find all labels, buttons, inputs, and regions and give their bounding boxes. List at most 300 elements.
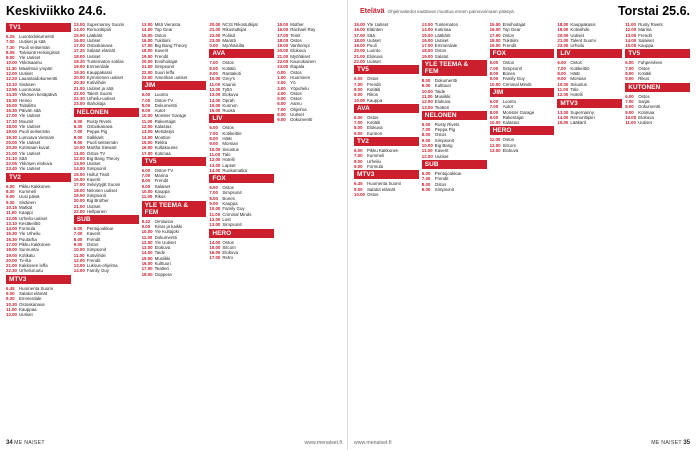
program-time: 16.00 <box>489 27 501 33</box>
program-title: Tuntematon sotilas <box>86 59 124 65</box>
program-time: 10.00 <box>73 247 85 253</box>
program-title: Ostos <box>290 96 302 102</box>
program-title: Formula <box>19 226 36 232</box>
program-time: 18.00 <box>73 53 85 59</box>
program-time: 23.00 <box>73 101 85 107</box>
program-time: 18.00 <box>141 48 153 54</box>
program-time: 20.30 <box>6 145 17 151</box>
program-title: Ostos <box>290 69 302 75</box>
program-time: 9.00 <box>141 108 151 114</box>
program-title: Sää <box>19 155 27 161</box>
program-title: Kotiviihde <box>570 27 590 33</box>
channel-header: TV5 <box>625 49 690 58</box>
editor-label: Etelävä <box>360 7 385 15</box>
program-title: Ruokamatka <box>222 167 248 173</box>
program-time: 11.00 <box>73 252 85 258</box>
program-time: 7.30 <box>6 44 15 50</box>
program-title: Ykkösaamu <box>19 60 42 66</box>
program-title: Uutiset <box>86 203 101 209</box>
program-time: 17.00 <box>209 255 221 261</box>
program-time: 12.00 <box>421 153 433 159</box>
program-time: 5.00 <box>277 96 286 102</box>
program-title: Ostos <box>222 60 234 66</box>
program-title: Iltapala <box>290 64 305 70</box>
program-time: 19.00 <box>73 192 85 198</box>
program-title: Hotelli <box>222 157 235 163</box>
program-title: Lääkärit <box>434 32 451 38</box>
program-title: Tuntematon <box>434 22 459 27</box>
program-time: 22.05 <box>6 161 17 167</box>
program-title: Uutiset <box>290 112 304 118</box>
program-time: 20.00 <box>6 139 17 145</box>
program-title: Kauppakassi <box>86 69 112 75</box>
program-time: 16.00 <box>141 37 153 43</box>
program-time: 17.00 <box>421 43 433 49</box>
program-title: Eläinten <box>367 27 383 33</box>
program-time: 12.00 <box>209 216 221 222</box>
program-entry <box>142 272 207 277</box>
listing-column <box>209 22 274 436</box>
program-time: 12.00 <box>6 71 17 77</box>
program-title: Taitoliitto <box>19 102 37 108</box>
program-time: 8.05 <box>6 49 15 55</box>
program-time: 6.00 <box>277 101 286 107</box>
program-title: Top Gear <box>154 27 173 33</box>
listing-column <box>6 22 71 436</box>
right-footer <box>354 439 690 447</box>
program-time: 6.00 <box>141 167 151 173</box>
program-title: Aamu <box>290 101 302 107</box>
program-list <box>354 115 419 136</box>
program-time: 10.00 <box>141 229 153 235</box>
program-time: 14.00 <box>209 167 221 173</box>
program-list <box>422 171 487 192</box>
program-title: Mitä Vierasta <box>154 22 181 27</box>
channel-header: JIM <box>490 88 555 97</box>
program-time: 9.00 <box>421 186 431 192</box>
program-title: Kultakuume <box>154 145 178 151</box>
program-list <box>74 22 139 107</box>
program-time: 17.00 <box>73 182 85 188</box>
program-title: Moottori <box>154 134 171 140</box>
program-title: Luonnossa <box>19 86 41 92</box>
program-time: 9.30 <box>6 199 15 205</box>
program-title: Oprah <box>222 97 235 103</box>
program-entry <box>209 222 274 227</box>
program-title: Ostos <box>502 32 515 38</box>
program-list <box>277 59 342 123</box>
right-listing-columns <box>354 22 690 436</box>
program-entry <box>490 82 555 87</box>
program-title: Ruoka <box>222 108 236 114</box>
program-title: Rusty Rivets <box>86 118 112 124</box>
left-listing-columns <box>6 22 342 436</box>
program-title: Lapset <box>222 162 236 168</box>
program-time: 15.00 <box>209 102 221 108</box>
program-title: Big Bang <box>434 143 453 149</box>
program-title: Criminal Minds <box>502 81 532 87</box>
program-list <box>490 137 555 153</box>
program-time: 9.00 <box>6 194 15 200</box>
program-time: 13.00 <box>141 245 153 251</box>
program-time: 7.00 <box>277 106 286 112</box>
channel-header: LIV <box>557 49 622 58</box>
program-title: Kaappi <box>19 210 33 216</box>
program-list <box>142 219 207 277</box>
program-entry <box>354 192 419 197</box>
program-title: Talviuinti Helsingissä <box>19 49 60 55</box>
program-title: Lääkärit <box>570 120 587 126</box>
program-entry <box>422 105 487 110</box>
program-title: Family Guy <box>222 206 245 212</box>
program-list <box>354 76 419 102</box>
program-title: Puoli seitsemän <box>19 129 50 135</box>
program-title: Musiikki <box>154 255 171 261</box>
program-time: 10.00 <box>354 191 365 197</box>
program-time: 13.00 <box>73 161 85 167</box>
program-title: Ensihoitajat <box>502 22 526 27</box>
program-time: 21.00 <box>141 64 153 70</box>
program-title: Bones <box>502 71 516 77</box>
program-list <box>142 92 207 156</box>
program-title: Ostos <box>638 93 650 99</box>
program-time: 6.00 <box>489 98 499 104</box>
program-title: Yle Uutiset <box>19 124 41 130</box>
program-title: Ostos <box>290 37 302 43</box>
program-title: Hullut Tissit <box>86 171 110 177</box>
program-time: 18.00 <box>354 37 365 43</box>
program-list <box>557 22 622 48</box>
program-title: Kotimaa <box>638 109 655 115</box>
program-title: Omituisia <box>154 218 173 224</box>
program-time: 11.00 <box>73 150 85 156</box>
left-page-header <box>6 3 342 19</box>
program-time: 17.00 <box>489 32 501 38</box>
program-time: 15.00 <box>354 22 365 27</box>
program-title: Maratti <box>222 37 236 43</box>
program-title: Peppa Pig <box>86 129 108 135</box>
program-title: Frendit <box>154 53 169 59</box>
program-list <box>277 22 342 59</box>
program-title: Dokumentti <box>638 104 661 110</box>
program-time: 8.00 <box>557 71 566 77</box>
program-title: Myöhäisilta <box>222 43 245 49</box>
program-title: Ostos <box>502 137 515 143</box>
program-title: Kotiäiti <box>367 86 381 92</box>
program-title: Huominen <box>290 74 311 80</box>
channel-header: NELONEN <box>422 111 487 120</box>
program-title: Dokumentti <box>154 102 177 108</box>
program-title: Sunnuntai <box>19 247 39 253</box>
left-url: www.menaiset.fi <box>304 440 342 446</box>
program-title: Emmerdale <box>86 64 110 70</box>
program-time: 10.00 <box>141 113 153 119</box>
channel-header: SUB <box>422 160 487 169</box>
program-time: 19.00 <box>6 252 17 258</box>
program-title: Sisäinen <box>19 199 36 205</box>
program-title: Yöpuhelu <box>290 85 309 91</box>
program-title: Pentujoukkue <box>434 170 462 176</box>
program-title: Ostos <box>502 60 515 66</box>
program-time: 6.00 <box>209 185 218 191</box>
program-time: 9.00 <box>354 92 363 98</box>
program-title: Rakentajat <box>154 118 176 124</box>
program-title: Uutiset <box>570 32 585 38</box>
program-time: 22.00 <box>209 32 221 38</box>
program-title: Ostos <box>290 90 302 96</box>
program-title: Elokuva <box>154 245 171 251</box>
channel-header: HERO <box>490 126 555 135</box>
program-title: Uutiset <box>434 153 449 159</box>
program-time: 9.00 <box>489 76 499 82</box>
channel-header: TV2 <box>6 173 71 182</box>
program-time: 15.00 <box>73 171 85 177</box>
program-title: Big Bang Theory <box>154 43 188 49</box>
program-title: Ykkösen elokuva <box>19 161 53 167</box>
program-time: 6.00 <box>6 183 15 189</box>
program-time: 6.00 <box>354 76 363 82</box>
program-title: Rusty Rivets <box>638 22 663 27</box>
program-title: Ostos <box>367 76 379 82</box>
program-time: 9.00 <box>277 117 286 123</box>
program-time: 9.00 <box>141 223 151 229</box>
channel-header: JIM <box>142 81 207 90</box>
program-title: NCIS Rikostutkijat <box>222 22 258 27</box>
program-time: 20.00 <box>73 74 85 80</box>
program-time: 9.30 <box>6 296 15 302</box>
program-time: 7.00 <box>625 98 634 104</box>
program-title: Rachael Ray <box>290 27 316 33</box>
program-time: 10.30 <box>6 301 17 307</box>
program-time: 13.55 <box>6 86 17 92</box>
program-time: 11.00 <box>209 151 221 157</box>
program-title: Kotiviihde <box>86 80 106 86</box>
program-title: Elokuva <box>638 114 654 120</box>
program-title: Kotimaa <box>154 150 171 156</box>
left-day-title: Keskiviikko 24.6. <box>6 4 107 18</box>
program-time: 9.00 <box>489 114 499 120</box>
program-time: 21.00 <box>6 150 17 156</box>
channel-header: FOX <box>209 174 274 183</box>
program-title: Ostos <box>367 191 379 197</box>
program-time: 14.00 <box>73 27 85 33</box>
program-time: 20.00 <box>6 257 17 263</box>
program-time: 7.00 <box>354 153 363 159</box>
program-time: 21.00 <box>209 27 221 33</box>
program-time: 13.10 <box>6 220 17 226</box>
program-time: 13.00 <box>73 263 85 269</box>
program-time: 17.20 <box>73 48 85 54</box>
program-title: Teatteri <box>434 104 450 110</box>
channel-header: HERO <box>209 229 274 238</box>
program-time: 21.00 <box>354 53 365 59</box>
program-time: 8.00 <box>625 104 634 110</box>
program-time: 18.00 <box>73 187 85 193</box>
program-title: Kulttuuri <box>434 83 451 89</box>
program-time: 21.00 <box>73 85 85 91</box>
program-time: 17.00 <box>354 32 365 38</box>
program-time: 8.00 <box>421 181 431 187</box>
program-time: 13.00 <box>557 109 569 115</box>
program-time: 14.00 <box>209 239 221 245</box>
program-time: 22.00 <box>141 69 153 75</box>
program-time: 19.30 <box>73 69 85 75</box>
disclaimer-text: Ohjelmatiedot saattavat muuttua ennen painovoimaan pääsyä. <box>387 8 515 14</box>
program-title: Ostos-TV <box>86 150 106 156</box>
listing-column <box>277 22 342 436</box>
program-title: Autot <box>154 108 165 114</box>
program-time: 8.00 <box>625 71 634 77</box>
program-time: 17.00 <box>141 266 153 272</box>
program-title: Kaverit <box>86 231 101 237</box>
program-time: 7.00 <box>489 65 499 71</box>
program-title: Salkkarit <box>86 134 104 140</box>
program-time: 17.00 <box>6 241 17 247</box>
program-time: 14.00 <box>73 268 85 274</box>
channel-header: NELONEN <box>74 108 139 117</box>
program-time: 11.00 <box>141 234 153 240</box>
program-entry <box>422 187 487 192</box>
program-time: 12.00 <box>489 142 501 148</box>
program-entry <box>422 154 487 159</box>
program-time: 12.00 <box>421 99 433 105</box>
program-list <box>422 122 487 159</box>
program-title: Kotiäiti <box>222 65 236 71</box>
program-list <box>209 240 274 261</box>
channel-header: MTV3 <box>6 275 71 284</box>
program-time: 13.00 <box>209 92 221 98</box>
program-title: Uutiset <box>367 37 381 43</box>
program-title: Supernanny Suomi <box>86 22 125 27</box>
program-time: 14.30 <box>6 92 17 98</box>
program-title: Frendit <box>367 81 381 87</box>
program-time: 6.00 <box>421 170 431 176</box>
program-list <box>422 22 487 59</box>
program-time: 15.00 <box>489 22 501 27</box>
program-time: 12.00 <box>141 124 153 130</box>
program-title: Teatteri <box>154 266 169 272</box>
program-time: 10.00 <box>354 97 365 103</box>
program-time: 13.10 <box>6 81 17 87</box>
program-time: 7.00 <box>73 129 83 135</box>
program-time: 15.00 <box>209 244 221 250</box>
program-entry <box>557 120 622 125</box>
program-time: 11.00 <box>209 211 221 217</box>
program-title: Kauppaa <box>19 306 37 312</box>
program-title: Rikostutkijat <box>222 27 247 33</box>
program-time: 11.00 <box>625 22 636 27</box>
program-title: Rantakoti <box>222 71 241 77</box>
program-time: 18.00 <box>141 271 153 277</box>
program-entry <box>625 120 690 125</box>
program-time: 6.45 <box>354 181 363 187</box>
program-title: Yle Uutiset <box>154 239 176 245</box>
program-time: 6.00 <box>625 93 634 99</box>
program-title: Pikku Kakkonen <box>19 241 51 247</box>
program-time: 16.00 <box>209 250 221 256</box>
program-time: 1.00 <box>277 74 286 80</box>
program-time: 6.25 <box>6 34 15 39</box>
program-time: 20.00 <box>354 48 365 54</box>
program-entry <box>209 168 274 173</box>
program-list <box>354 148 419 169</box>
program-title: Puoli seitsemän <box>19 44 50 50</box>
program-title: Simpsonit <box>502 65 522 71</box>
program-title: Talo <box>570 86 579 92</box>
program-time: 7.00 <box>557 65 566 71</box>
program-time: 6.00 <box>141 92 151 98</box>
program-title: Family Guy <box>86 268 109 274</box>
program-title: Ostos <box>570 60 582 66</box>
program-time: 10.00 <box>6 60 17 66</box>
program-title: Elokuva <box>367 125 383 131</box>
program-time: 7.00 <box>209 130 218 136</box>
program-title: Yle Uutiset <box>367 22 389 27</box>
program-title: Monster Garage <box>502 109 535 115</box>
program-title: Salatut elämät <box>86 48 115 54</box>
program-time: 19.00 <box>557 27 569 33</box>
program-title: Criminal Minds <box>222 211 252 217</box>
channel-header: TV5 <box>354 65 419 74</box>
program-title: Yle Kultajoki <box>154 229 179 235</box>
right-page <box>348 0 696 450</box>
program-time: 16.00 <box>209 108 221 114</box>
program-time: 8.00 <box>73 236 83 242</box>
program-title: Vanhempi <box>290 43 310 49</box>
program-title: Salatut <box>434 53 449 59</box>
program-title: Talent Suomi <box>570 37 596 43</box>
program-time: 10.00 <box>209 146 221 152</box>
program-time: 9.00 <box>209 141 218 147</box>
program-title: Salatut elämät <box>19 291 48 297</box>
program-time: 9.00 <box>209 201 218 207</box>
program-title: Poliisit <box>222 32 236 38</box>
program-entry <box>209 108 274 113</box>
program-title: Muumit <box>19 118 34 124</box>
program-time: 18.00 <box>489 37 501 43</box>
program-title: Simpsonit <box>434 137 455 143</box>
program-title: Urheilu-uutiset <box>86 96 116 102</box>
program-time: 18.00 <box>277 37 289 43</box>
program-title: Salatut elämät <box>367 186 396 192</box>
program-time: 10.00 <box>421 143 433 149</box>
program-time: 7.00 <box>209 60 218 66</box>
program-time: 16.00 <box>141 260 153 266</box>
program-time: 6.00 <box>489 60 499 66</box>
program-title: Kotiviihde <box>86 252 106 258</box>
program-title: Simpsonit <box>222 190 242 196</box>
program-title: Tukitiimi <box>154 37 171 43</box>
program-time: 17.10 <box>6 118 17 124</box>
program-time: 13.00 <box>625 32 637 38</box>
program-title: Päivän sää <box>19 108 41 114</box>
program-time: 6.00 <box>73 226 83 232</box>
program-title: Uutiset ja sää <box>86 85 114 91</box>
program-entry <box>74 268 139 273</box>
program-entry <box>6 312 71 317</box>
program-title: Kotikeittiö <box>570 65 590 71</box>
program-title: Uusi päivä <box>19 194 40 200</box>
program-title: Talo <box>222 151 231 157</box>
program-title: Ostos <box>222 185 234 191</box>
program-title: Kotikatu <box>19 252 35 258</box>
program-title: Luonto <box>367 48 381 54</box>
program-title: Puoli <box>367 43 377 49</box>
program-title: Rusty Rivets <box>434 121 460 127</box>
program-time: 7.00 <box>421 127 431 133</box>
program-title: Kotimaan kuvat <box>19 145 50 151</box>
program-time: 6.30 <box>73 124 83 130</box>
